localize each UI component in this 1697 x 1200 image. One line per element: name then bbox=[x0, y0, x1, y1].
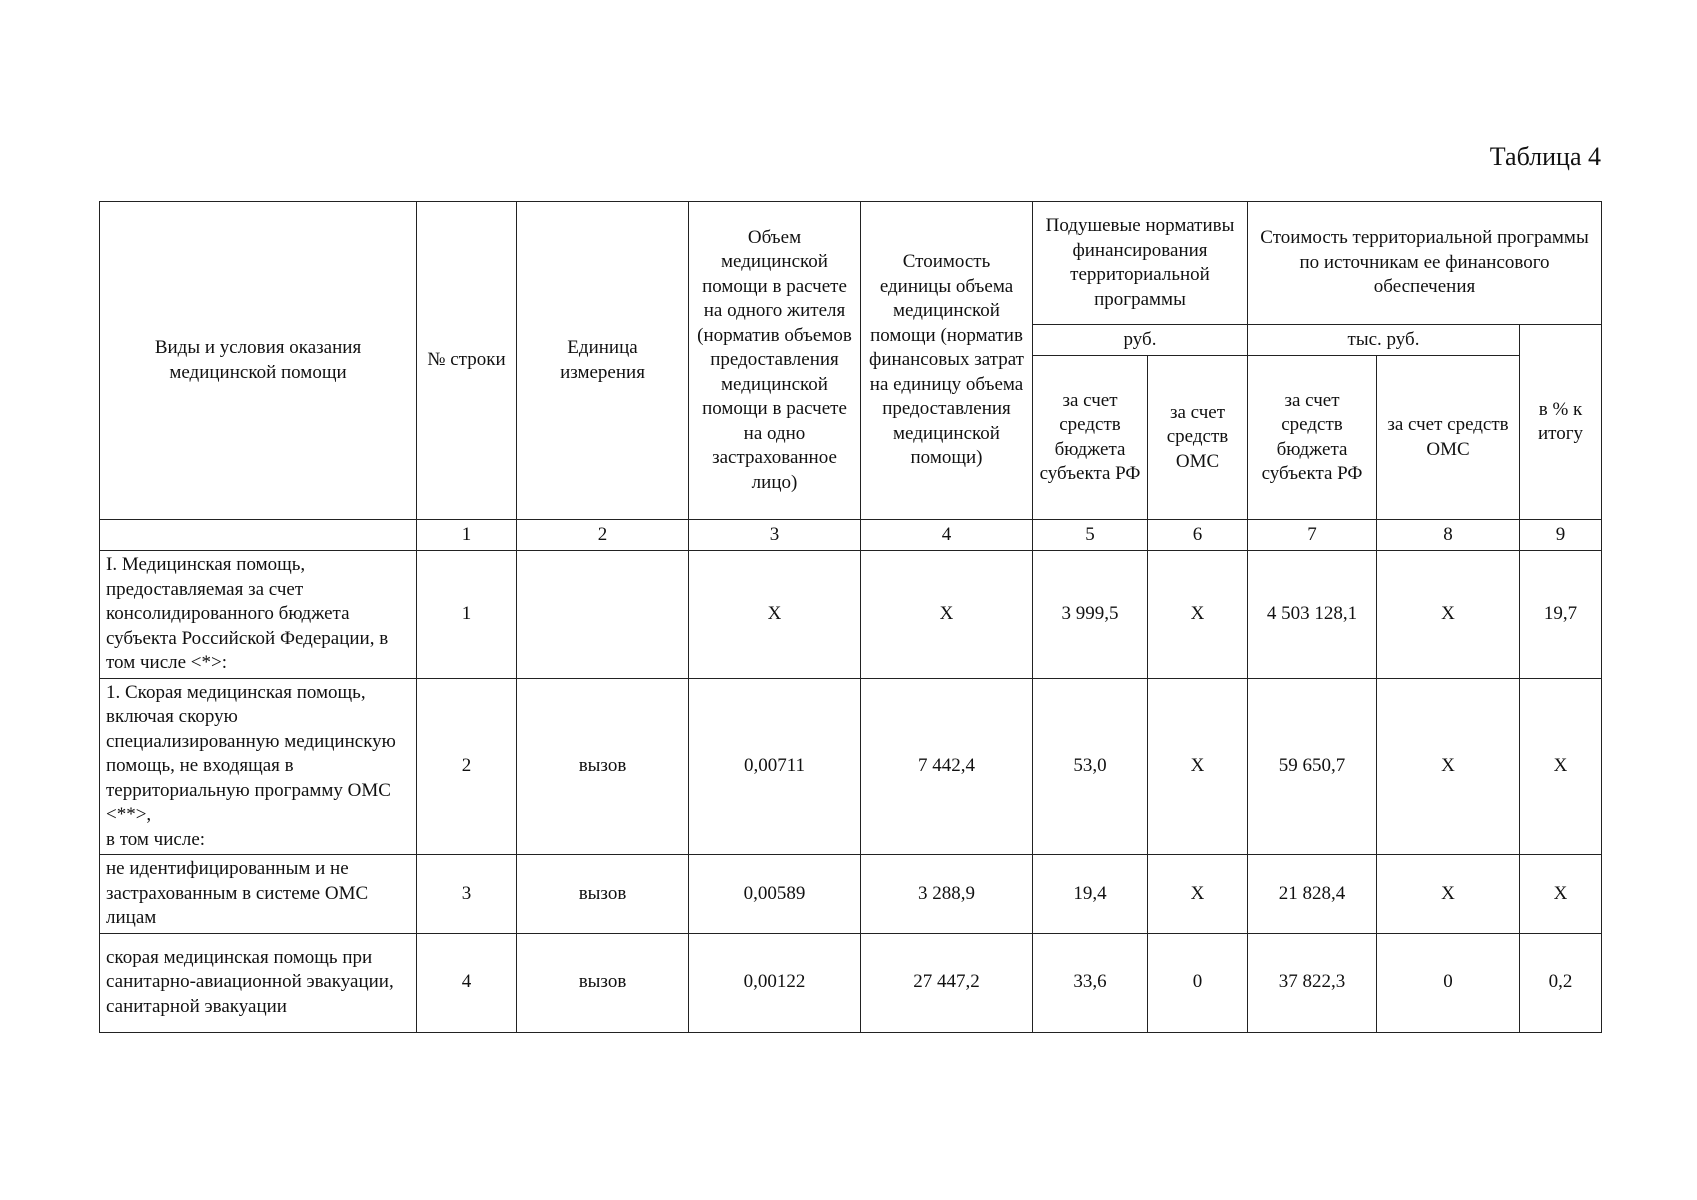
row-unit: вызов bbox=[517, 678, 689, 855]
row-line-number: 3 bbox=[417, 855, 517, 934]
row-total-oms: X bbox=[1377, 678, 1520, 855]
row-percent: X bbox=[1520, 678, 1602, 855]
column-number: 6 bbox=[1148, 520, 1248, 551]
header-volume: Объем медицинской помощи в расчете на одного жителя (норматив объемов предоставления медицинской помощи в расчете на одно застрахованное лицо) bbox=[689, 202, 861, 520]
header-program-cost: Стоимость территориальной программы по источникам ее финансового обеспечения bbox=[1248, 202, 1602, 325]
row-norm-oms: X bbox=[1148, 855, 1248, 934]
header-percent-of-total: в % к итогу bbox=[1520, 325, 1602, 520]
column-number: 9 bbox=[1520, 520, 1602, 551]
row-total-budget: 37 822,3 bbox=[1248, 933, 1377, 1032]
column-number: 4 bbox=[861, 520, 1033, 551]
header-unit-cost: Стоимость единицы объема медицинской помощи (норматив финансовых затрат на единицу объема предоставления медицинской помощи) bbox=[861, 202, 1033, 520]
header-total-oms: за счет средств ОМС bbox=[1377, 356, 1520, 520]
row-total-budget: 21 828,4 bbox=[1248, 855, 1377, 934]
column-number: 7 bbox=[1248, 520, 1377, 551]
row-percent: 0,2 bbox=[1520, 933, 1602, 1032]
row-norm-budget: 3 999,5 bbox=[1033, 551, 1148, 679]
table-row bbox=[100, 933, 1602, 1032]
column-number: 8 bbox=[1377, 520, 1520, 551]
row-unit bbox=[517, 551, 689, 679]
row-norm-oms: 0 bbox=[1148, 933, 1248, 1032]
column-number-blank bbox=[100, 520, 417, 551]
row-name: 1. Скорая медицинская помощь, включая скорую специализированную медицинскую помощь, не входящая в территориальную программу ОМС <**>, в том числе: bbox=[100, 678, 417, 855]
row-line-number: 4 bbox=[417, 933, 517, 1032]
row-norm-oms: X bbox=[1148, 678, 1248, 855]
header-norm-oms: за счет средств ОМС bbox=[1148, 356, 1248, 520]
row-volume: 0,00589 bbox=[689, 855, 861, 934]
column-numbers-row bbox=[100, 520, 1602, 551]
financing-table bbox=[99, 201, 1602, 1033]
column-number: 5 bbox=[1033, 520, 1148, 551]
header-unit-thousand-rub: тыс. руб. bbox=[1248, 325, 1520, 356]
row-unit-cost: X bbox=[861, 551, 1033, 679]
header-unit: Единица измерения bbox=[517, 202, 689, 520]
table-caption: Таблица 4 bbox=[1489, 142, 1601, 171]
column-number: 2 bbox=[517, 520, 689, 551]
row-total-budget: 59 650,7 bbox=[1248, 678, 1377, 855]
row-name: не идентифицированным и не застрахованным в системе ОМС лицам bbox=[100, 855, 417, 934]
row-name: I. Медицинская помощь, предоставляемая за счет консолидированного бюджета субъекта Российской Федерации, в том числе <*>: bbox=[100, 551, 417, 679]
row-unit: вызов bbox=[517, 855, 689, 934]
header-per-capita-norms: Подушевые нормативы финансирования территориальной программы bbox=[1033, 202, 1248, 325]
row-line-number: 1 bbox=[417, 551, 517, 679]
header-norm-budget: за счет средств бюджета субъекта РФ bbox=[1033, 356, 1148, 520]
row-norm-budget: 33,6 bbox=[1033, 933, 1148, 1032]
row-volume: 0,00122 bbox=[689, 933, 861, 1032]
row-line-number: 2 bbox=[417, 678, 517, 855]
row-name: скорая медицинская помощь при санитарно-авиационной эвакуации, санитарной эвакуации bbox=[100, 933, 417, 1032]
row-norm-oms: X bbox=[1148, 551, 1248, 679]
row-total-oms: 0 bbox=[1377, 933, 1520, 1032]
header-line-number: № строки bbox=[417, 202, 517, 520]
table-row bbox=[100, 551, 1602, 679]
row-volume: X bbox=[689, 551, 861, 679]
row-norm-budget: 19,4 bbox=[1033, 855, 1148, 934]
header-total-budget: за счет средств бюджета субъекта РФ bbox=[1248, 356, 1377, 520]
header-unit-rub: руб. bbox=[1033, 325, 1248, 356]
row-percent: 19,7 bbox=[1520, 551, 1602, 679]
column-number: 1 bbox=[417, 520, 517, 551]
row-total-budget: 4 503 128,1 bbox=[1248, 551, 1377, 679]
row-unit-cost: 3 288,9 bbox=[861, 855, 1033, 934]
header-kind: Виды и условия оказания медицинской помощи bbox=[100, 202, 417, 520]
row-percent: X bbox=[1520, 855, 1602, 934]
column-number: 3 bbox=[689, 520, 861, 551]
row-norm-budget: 53,0 bbox=[1033, 678, 1148, 855]
row-unit: вызов bbox=[517, 933, 689, 1032]
row-total-oms: X bbox=[1377, 855, 1520, 934]
row-unit-cost: 7 442,4 bbox=[861, 678, 1033, 855]
row-unit-cost: 27 447,2 bbox=[861, 933, 1033, 1032]
row-total-oms: X bbox=[1377, 551, 1520, 679]
table-row bbox=[100, 855, 1602, 934]
table-row bbox=[100, 678, 1602, 855]
row-volume: 0,00711 bbox=[689, 678, 861, 855]
